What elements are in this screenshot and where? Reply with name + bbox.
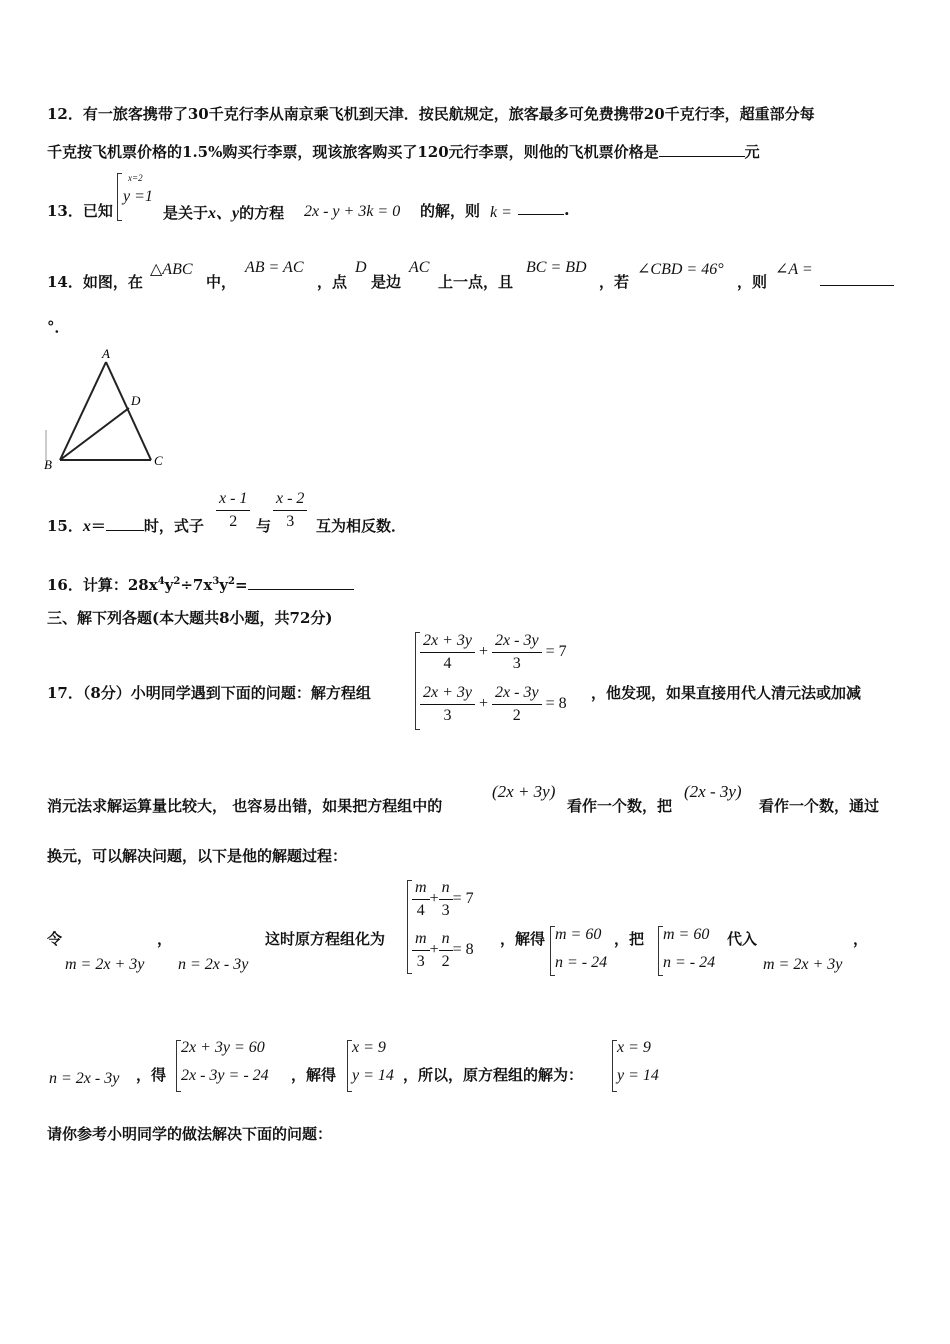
q17-de: ，得 <box>136 1066 167 1084</box>
q14-answer <box>820 271 894 290</box>
answer-blank[interactable] <box>106 516 144 531</box>
q17-m60: m = 60 <box>555 926 602 943</box>
q14-ruo: ，若 <box>599 273 630 291</box>
q16-y2: y <box>219 576 228 594</box>
q17-prefix: 17．（8分）小明同学遇到下面的问题：解方程组 <box>47 684 371 702</box>
q14-ze: ，则 <box>737 273 768 291</box>
q17-suoyi: ，所以，原方程组的解为： <box>403 1066 584 1084</box>
q17-n24: n = - 24 <box>555 954 608 971</box>
q17-line2b: 看作一个数，把 <box>567 797 673 815</box>
q15-f2-num: x - 2 <box>273 488 307 511</box>
q17-m-def2: m = 2x + 3y <box>763 956 843 973</box>
q13-end: . <box>564 200 570 219</box>
q15-x: x <box>82 518 91 535</box>
q17-after: ，他发现，如果直接用代人清元法或加减 <box>591 684 862 702</box>
q17-ba: ，把 <box>614 930 645 948</box>
q17-line2c: 看作一个数，通过 <box>759 797 880 815</box>
q16-div: ÷7x <box>180 576 213 594</box>
q13-prefix: 13．已知 <box>47 202 113 220</box>
figure-label-a: A <box>102 346 110 361</box>
q14-side-ac: AC <box>409 259 430 276</box>
q12-text: 千克按飞机票价格的1.5%购买行李票，现该旅客购买了120元行李票，则他的飞机票价格是 <box>47 143 659 161</box>
q14-shibian: 是边 <box>371 273 402 291</box>
q13-text2: 的方程 <box>239 204 285 222</box>
q17-dairu: 代入 <box>727 930 758 948</box>
q14-prefix: 14．如图，在 <box>47 273 143 291</box>
q17-y14: y = 14 <box>352 1067 394 1084</box>
q16-exp2a: 2 <box>173 576 181 587</box>
q17-zheshi: 这时原方程组化为 <box>265 930 386 948</box>
q17-t-eq2: $\frac{m}{3}$ + $\frac{n}{2}$ = 8 <box>412 928 474 973</box>
q17-eq2: $\frac{2x + 3y}{3}$ + $\frac{2x - 3y}{2}$ = 8 <box>420 682 567 727</box>
q15-fraction-1 <box>216 488 250 533</box>
q14-point-d: D <box>355 259 367 276</box>
q16-line <box>47 574 354 595</box>
q17-paren2: (2x - 3y) <box>684 782 742 801</box>
q17-jiede: ，解得 <box>500 930 546 948</box>
q17-paren1: (2x + 3y) <box>492 782 556 801</box>
triangle-figure <box>40 345 175 475</box>
q13-text3: 的解，则 <box>420 202 481 220</box>
q16-y1: y <box>164 576 174 594</box>
q17-x9b: x = 9 <box>617 1039 651 1056</box>
q17-comma2: ， <box>853 930 869 948</box>
answer-blank[interactable] <box>518 200 564 215</box>
q14-shang: 上一点，且 <box>438 273 514 291</box>
q17-e1: 2x + 3y = 60 <box>181 1039 265 1056</box>
q17-n24b: n = - 24 <box>663 954 716 971</box>
q13-answer <box>518 200 570 219</box>
q14-dian: ，点 <box>317 273 348 291</box>
q17-jiede2: ，解得 <box>291 1066 337 1084</box>
q17-e2: 2x - 3y = - 24 <box>181 1067 269 1084</box>
q14-degree: °． <box>47 318 70 336</box>
q15-yu: 与 <box>256 517 272 535</box>
q14-eq2: BC = BD <box>526 259 587 276</box>
answer-blank[interactable] <box>820 271 894 286</box>
q17-ling: 令 <box>47 930 63 948</box>
q17-m-def: m = 2x + 3y <box>65 956 145 973</box>
q15-f2-den: 3 <box>286 513 295 530</box>
q16-28x: 28x <box>127 576 158 594</box>
q17-line2a: 消元法求解运算量比较大， 也容易出错，如果把方程组中的 <box>47 797 443 815</box>
q14-eq1: AB = AC <box>245 259 304 276</box>
answer-blank[interactable] <box>248 575 354 590</box>
q15-f1-den: 2 <box>229 513 238 530</box>
q17-n-def2: n = 2x - 3y <box>49 1070 120 1087</box>
q16-exp3: 3 <box>212 576 220 587</box>
q14-triangle: △ABC <box>150 261 193 278</box>
q13-equation: 2x - y + 3k = 0 <box>304 203 401 220</box>
q12-line1: 12．有一旅客携带了30千克行李从南京乘飞机到天津．按民航规定，旅客最多可免费携带20千克行李，超重部分每 <box>47 105 815 123</box>
figure-label-d: D <box>131 393 141 408</box>
q17-n-def: n = 2x - 3y <box>178 956 249 973</box>
q15-line <box>47 515 204 536</box>
answer-blank[interactable] <box>659 142 745 157</box>
q13-body <box>163 200 284 223</box>
figure-label-c: C <box>154 453 163 468</box>
q17-y14b: y = 14 <box>617 1067 659 1084</box>
q13-k: k = <box>490 204 512 221</box>
q17-t-eq1: $\frac{m}{4}$ + $\frac{n}{3}$ = 7 <box>412 877 474 922</box>
q16-prefix: 16．计算： <box>47 576 128 594</box>
section-3-title: 三、解下列各题(本大题共8小题，共72分) <box>47 609 333 627</box>
q12-unit: 元 <box>744 143 760 161</box>
q17-line3: 换元，可以解决问题，以下是他的解题过程： <box>47 847 348 865</box>
q17-m60b: m = 60 <box>663 926 710 943</box>
q15-f1-num: x - 1 <box>216 488 250 511</box>
q16-exp4: 4 <box>157 576 165 587</box>
q14-angle-a: ∠A = <box>775 261 813 278</box>
q15-shi: 时，式子 <box>143 517 204 535</box>
q13-sys-top: x=2 <box>128 173 143 183</box>
q15-eq: ＝ <box>90 517 106 535</box>
q15-prefix: 15． <box>47 517 83 535</box>
figure-label-b: B <box>44 457 52 472</box>
q16-eq: = <box>234 576 248 594</box>
q17-comma1: ， <box>157 930 173 948</box>
q14-zhong: 中， <box>206 273 237 291</box>
q14-angle: ∠CBD = 46° <box>637 261 724 278</box>
q13-sys-bottom: y =1 <box>123 188 153 205</box>
q17-closing: 请你参考小明同学的做法解决下面的问题： <box>47 1125 333 1143</box>
q12-line2 <box>47 141 760 162</box>
q13-brace <box>117 173 122 221</box>
q16-exp2b: 2 <box>228 576 235 587</box>
q17-x9: x = 9 <box>352 1039 386 1056</box>
q13-vars: x、y <box>208 205 240 222</box>
q17-eq1: $\frac{2x + 3y}{4}$ + $\frac{2x - 3y}{3}$ = 7 <box>420 630 567 675</box>
q15-end: 互为相反数． <box>316 517 407 535</box>
q15-fraction-2 <box>273 488 307 533</box>
q13-text1: 是关于 <box>163 204 209 222</box>
